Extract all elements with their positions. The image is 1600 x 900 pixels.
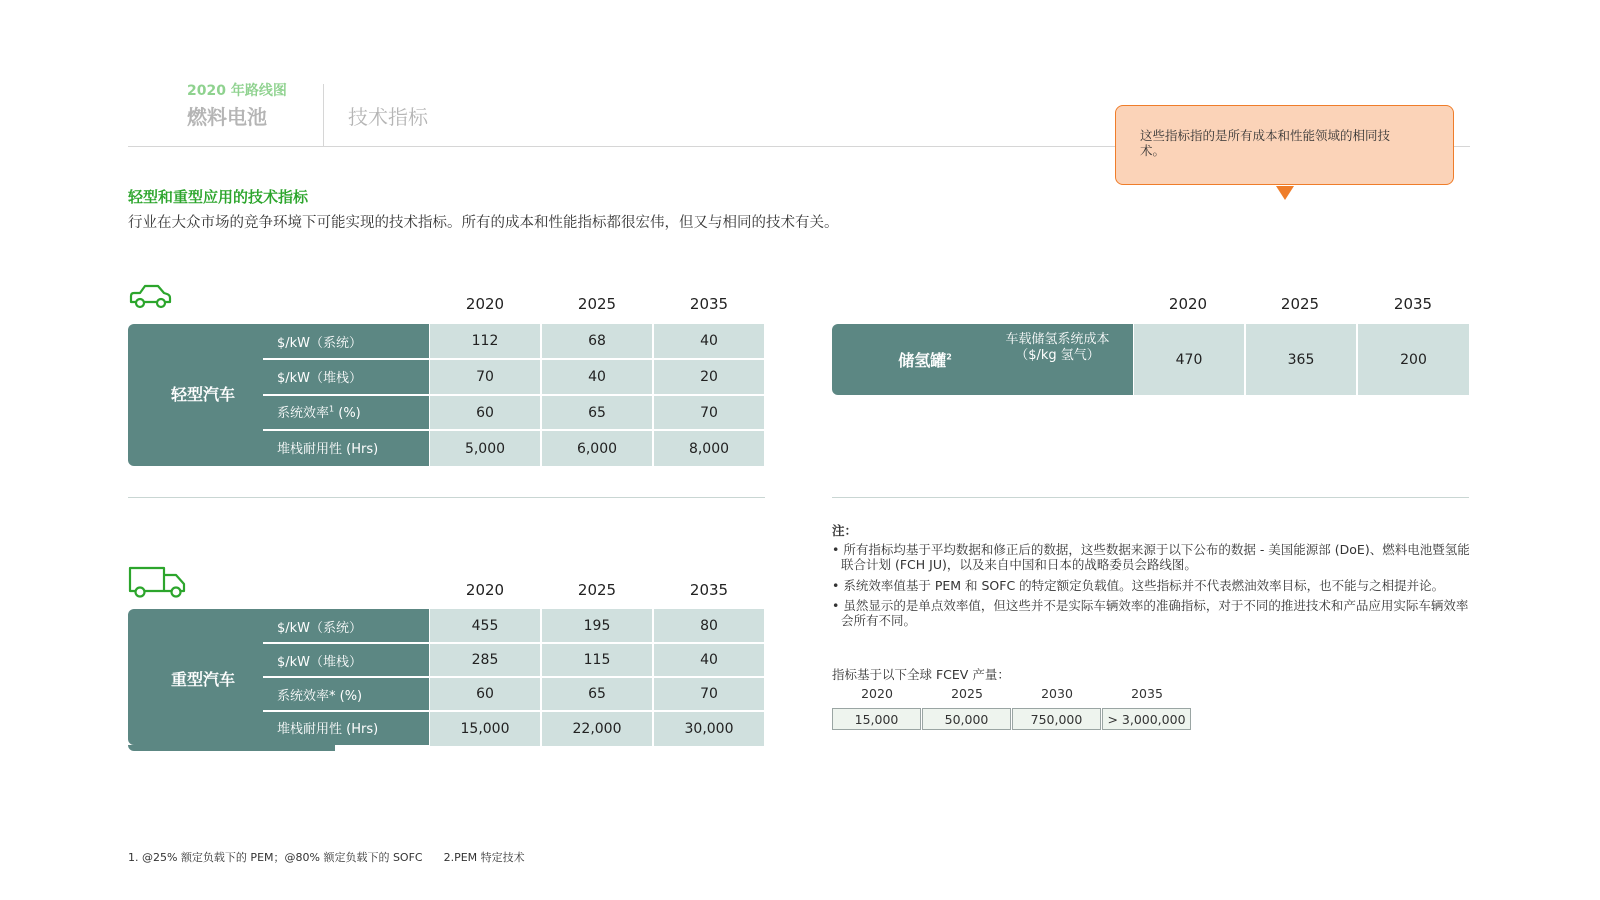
hv-value-cell: 30,000 (654, 712, 764, 746)
storage-year-header: 2035 (1393, 295, 1433, 313)
hv-row-label: $/kW（堆栈） (277, 655, 363, 670)
production-value: 750,000 (1012, 708, 1101, 730)
lv-year-header: 2025 (577, 295, 617, 313)
row-divider (263, 429, 429, 431)
lv-value-cell: 70 (430, 360, 540, 394)
hv-row-label: 堆栈耐用性 (Hrs) (277, 722, 379, 737)
storage-year-header: 2020 (1168, 295, 1208, 313)
hv-value-cell: 195 (542, 609, 652, 642)
production-value: 50,000 (922, 708, 1011, 730)
footnote: 1. @25% 额定负载下的 PEM；@80% 额定负载下的 SOFC 2.PEM 特定技术 (128, 851, 525, 864)
lv-value-cell: 40 (654, 324, 764, 358)
hv-value-cell: 70 (654, 678, 764, 710)
lv-row-label: 堆栈耐用性 (Hrs) (277, 442, 379, 457)
note-item: • 虽然显示的是单点效率值，但这些并不是实际车辆效率的准确指标，对于不同的推进技术和产品应用实际车辆效率会所有不同。 (832, 598, 1469, 628)
production-value: > 3,000,000 (1102, 708, 1191, 730)
hv-year-header: 2035 (689, 581, 729, 599)
storage-metric-label: 车载储氢系统成本 （$/kg 氢气） (1005, 332, 1110, 363)
section-divider (128, 497, 765, 498)
intro-heading: 轻型和重型应用的技术指标 (128, 188, 309, 206)
production-year: 2025 (951, 686, 983, 701)
hv-row-label: 系统效率* (%) (277, 689, 363, 704)
hv-year-header: 2020 (465, 581, 505, 599)
production-year: 2030 (1041, 686, 1073, 701)
hv-block-notch (335, 745, 429, 751)
hv-value-cell: 65 (542, 678, 652, 710)
hv-label-block-foot (128, 745, 335, 751)
lv-value-cell: 112 (430, 324, 540, 358)
storage-value-cell: 470 (1134, 324, 1244, 395)
row-divider (263, 358, 429, 360)
lv-year-header: 2020 (465, 295, 505, 313)
lv-value-cell: 6,000 (542, 431, 652, 466)
roadmap-year-label: 2020 年路线图 (187, 83, 287, 99)
lv-value-cell: 20 (654, 360, 764, 394)
hv-row-label: $/kW（系统） (277, 621, 363, 636)
row-divider (263, 394, 429, 396)
lv-value-cell: 8,000 (654, 431, 764, 466)
car-icon (128, 283, 172, 315)
lv-value-cell: 68 (542, 324, 652, 358)
hv-value-cell: 285 (430, 644, 540, 676)
lv-value-cell: 5,000 (430, 431, 540, 466)
production-heading: 指标基于以下全球 FCEV 产量： (832, 667, 1010, 682)
row-divider (263, 642, 429, 644)
note-item: • 系统效率值基于 PEM 和 SOFC 的特定额定负载值。这些指标并不代表燃油效率目标，也不能与之相提并论。 (832, 578, 1445, 593)
hv-value-cell: 80 (654, 609, 764, 642)
callout-box (1115, 105, 1454, 185)
page-title: 燃料电池 (187, 105, 267, 129)
hv-value-cell: 22,000 (542, 712, 652, 746)
production-year: 2020 (861, 686, 893, 701)
row-divider (263, 676, 429, 678)
callout-pointer (1276, 186, 1294, 200)
lv-row-label: 系统效率$^1$ (%) (277, 404, 361, 421)
production-year: 2035 (1131, 686, 1163, 701)
storage-value-cell: 200 (1358, 324, 1469, 395)
truck-icon (128, 565, 188, 603)
hv-year-header: 2025 (577, 581, 617, 599)
notes-heading: 注： (832, 523, 858, 538)
section-title: 技术指标 (348, 105, 428, 129)
lv-value-cell: 70 (654, 396, 764, 429)
note-item: • 所有指标均基于平均数据和修正后的数据，这些数据来源于以下公布的数据 - 美国能源部 (DoE)、燃料电池暨氢能联合计划 (FCH JU)，以及来自中国和日本的战略委员会路线图。 (832, 542, 1470, 572)
lv-value-cell: 60 (430, 396, 540, 429)
hv-value-cell: 455 (430, 609, 540, 642)
callout-text: 这些指标指的是所有成本和性能领域的相同技术。 (1140, 128, 1391, 158)
hv-value-cell: 115 (542, 644, 652, 676)
intro-text: 行业在大众市场的竞争环境下可能实现的技术指标。所有的成本和性能指标都很宏伟，但又与相同的技术有关。 (128, 215, 839, 231)
storage-title: 储氢罐$^2$ (898, 351, 952, 370)
lv-year-header: 2035 (689, 295, 729, 313)
lv-row-label: $/kW（堆栈） (277, 371, 363, 386)
header-divider (323, 84, 324, 146)
lv-title: 轻型汽车 (170, 385, 235, 404)
hv-value-cell: 40 (654, 644, 764, 676)
hv-title: 重型汽车 (170, 670, 235, 689)
section-divider (832, 497, 1469, 498)
lv-row-label: $/kW（系统） (277, 336, 363, 351)
storage-year-header: 2025 (1280, 295, 1320, 313)
production-value: 15,000 (832, 708, 921, 730)
lv-value-cell: 65 (542, 396, 652, 429)
hv-value-cell: 60 (430, 678, 540, 710)
storage-value-cell: 365 (1246, 324, 1356, 395)
lv-value-cell: 40 (542, 360, 652, 394)
row-divider (263, 710, 429, 712)
hv-value-cell: 15,000 (430, 712, 540, 746)
